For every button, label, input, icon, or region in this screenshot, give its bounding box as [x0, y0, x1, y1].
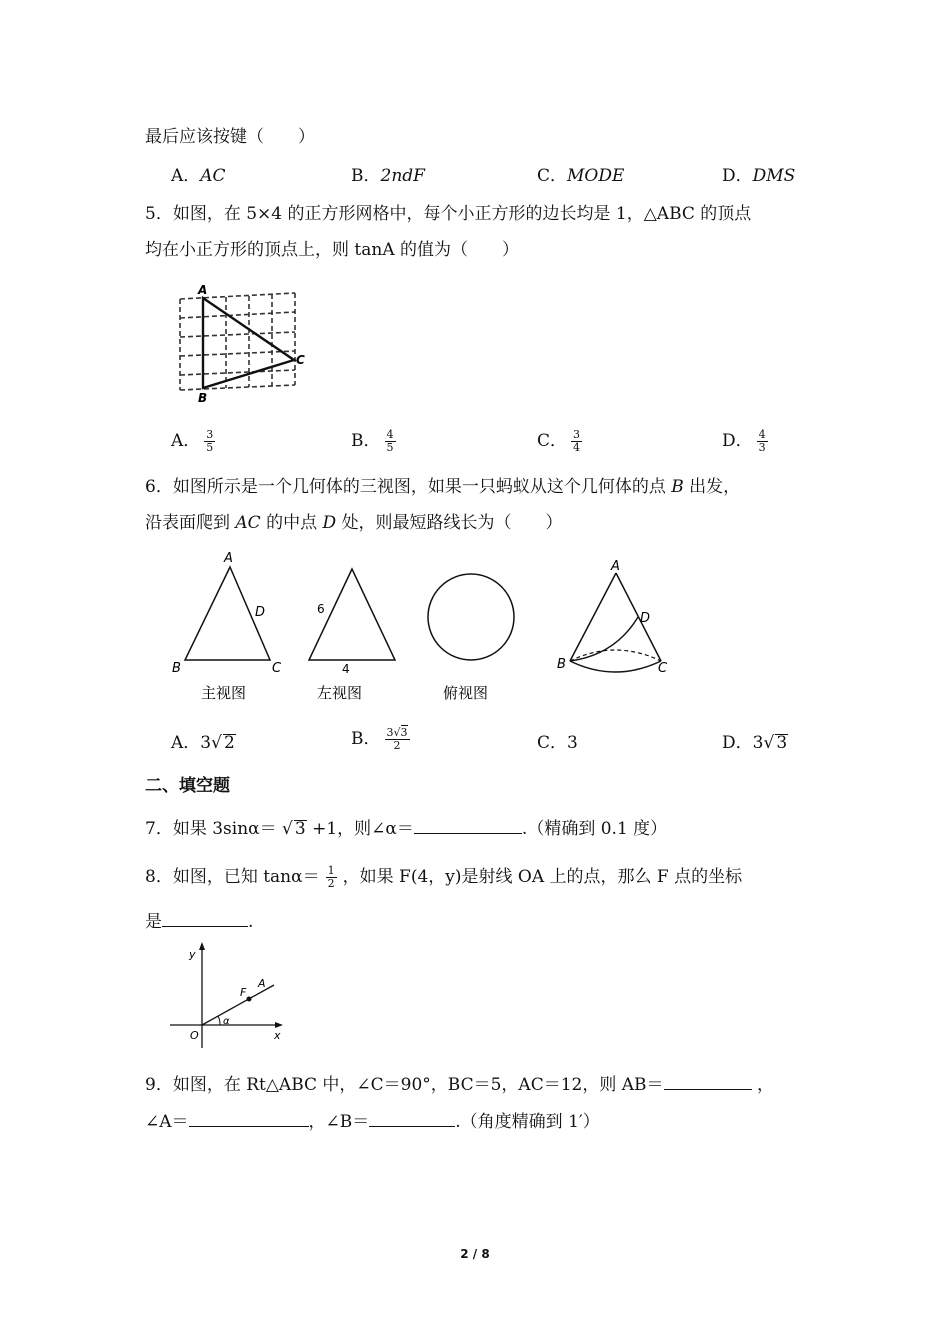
q6-cone-label-c: C — [658, 661, 668, 676]
q4-option-c: C．MODE — [537, 166, 625, 186]
q6-line1: 6．如图所示是一个几何体的三视图，如果一只蚂蚁从这个几何体的点 B 出发， — [145, 477, 741, 497]
q5-option-a: A． $\frac{3}{5}$ — [171, 428, 214, 454]
q5-triangle-abc — [203, 298, 294, 388]
section-heading-fill-in: 二、填空题 — [145, 776, 230, 796]
q6-front-label-a: A — [224, 551, 233, 566]
q8-label-f: F — [240, 986, 247, 999]
q6-front-label-c: C — [272, 661, 282, 676]
q9-ab-blank[interactable] — [664, 1088, 752, 1090]
q6-front-caption: 主视图 — [201, 684, 247, 702]
q6-side-height: 6 — [317, 602, 325, 616]
q6-front-view — [172, 551, 282, 702]
q6-line2: 沿表面爬到 AC 的中点 D 处，则最短路线长为（ ） — [145, 513, 563, 533]
q8-coordinate-figure — [165, 938, 290, 1053]
q5-label-c: C — [296, 353, 305, 367]
q9-angle-a-blank[interactable] — [189, 1125, 309, 1127]
q6-front-label-d: D — [255, 605, 266, 620]
q6-option-d: D．3√ 3 — [722, 733, 788, 753]
q8-label-o: O — [190, 1029, 199, 1042]
q6-side-view — [309, 569, 395, 702]
q5-option-d: D． $\frac{4}{3}$ — [722, 428, 766, 454]
q7-line: 7．如果 3sinα＝ √ 3 +1，则∠α＝ .（精确到 0.1 度） — [145, 819, 668, 839]
q4-option-a: A．AC — [171, 166, 226, 186]
q6-side-width: 4 — [342, 662, 350, 676]
q5-line2: 均在小正方形的顶点上，则 tanA 的值为（ ） — [145, 240, 519, 260]
q6-top-circle — [428, 574, 514, 660]
q5-label-a: A — [198, 283, 208, 297]
q5-option-b: B． $\frac{4}{5}$ — [351, 428, 394, 454]
page-number: 2 / 8 — [460, 1247, 490, 1261]
q6-option-a: A．3√ 2 — [171, 733, 235, 753]
q6-front-label-b: B — [172, 661, 181, 676]
q8-line2: 是 . — [145, 912, 254, 932]
q9-angle-b-blank[interactable] — [369, 1125, 455, 1127]
q5-line1: 5．如图，在 5×4 的正方形网格中，每个小正方形的边长均是 1，△ABC 的顶点 — [145, 204, 752, 224]
q6-cone-label-a: A — [611, 559, 620, 574]
q5-option-c: C． $\frac{3}{4}$ — [537, 428, 581, 454]
q6-three-views-figure — [165, 545, 685, 710]
q5-grid-lines — [180, 293, 295, 390]
q9-line1: 9．如图，在 Rt△ABC 中，∠C＝90°，BC＝5，AC＝12，则 AB＝ ， — [145, 1075, 774, 1095]
q6-cone-label-d: D — [640, 611, 651, 626]
q8-answer-blank[interactable] — [162, 925, 248, 927]
q8-point-f — [247, 997, 252, 1002]
q5-grid-figure — [170, 282, 310, 408]
q6-cone-label-b: B — [557, 657, 566, 672]
q7-answer-blank[interactable] — [414, 832, 522, 834]
q8-line1: 8．如图，已知 tanα＝ $\frac{1}{2}$ ，如果 F(4，y)是射线 OA 上的点，那么 F 点的坐标 — [145, 864, 743, 890]
q6-top-caption: 俯视图 — [443, 684, 489, 702]
q6-option-b: B． $\frac{3√3}{2}$ — [351, 726, 408, 752]
q4-option-d: D．DMS — [722, 166, 796, 186]
q4-option-b: B．2ndF — [351, 166, 425, 186]
q8-label-y: y — [189, 948, 196, 961]
q8-ray-oa — [202, 985, 274, 1025]
q8-label-a: A — [258, 977, 266, 990]
q6-side-caption: 左视图 — [317, 684, 363, 702]
q8-label-x: x — [274, 1029, 281, 1042]
q6-cone-solid — [557, 559, 668, 676]
q9-line2: ∠A＝ ，∠B＝ .（角度精确到 1′） — [145, 1112, 600, 1132]
q8-label-alpha: α — [223, 1016, 230, 1027]
q4-tail: 最后应该按键（ ） — [145, 127, 315, 147]
q6-option-c: C．3 — [537, 733, 578, 753]
q6-top-view — [428, 574, 514, 702]
q5-label-b: B — [198, 391, 208, 405]
